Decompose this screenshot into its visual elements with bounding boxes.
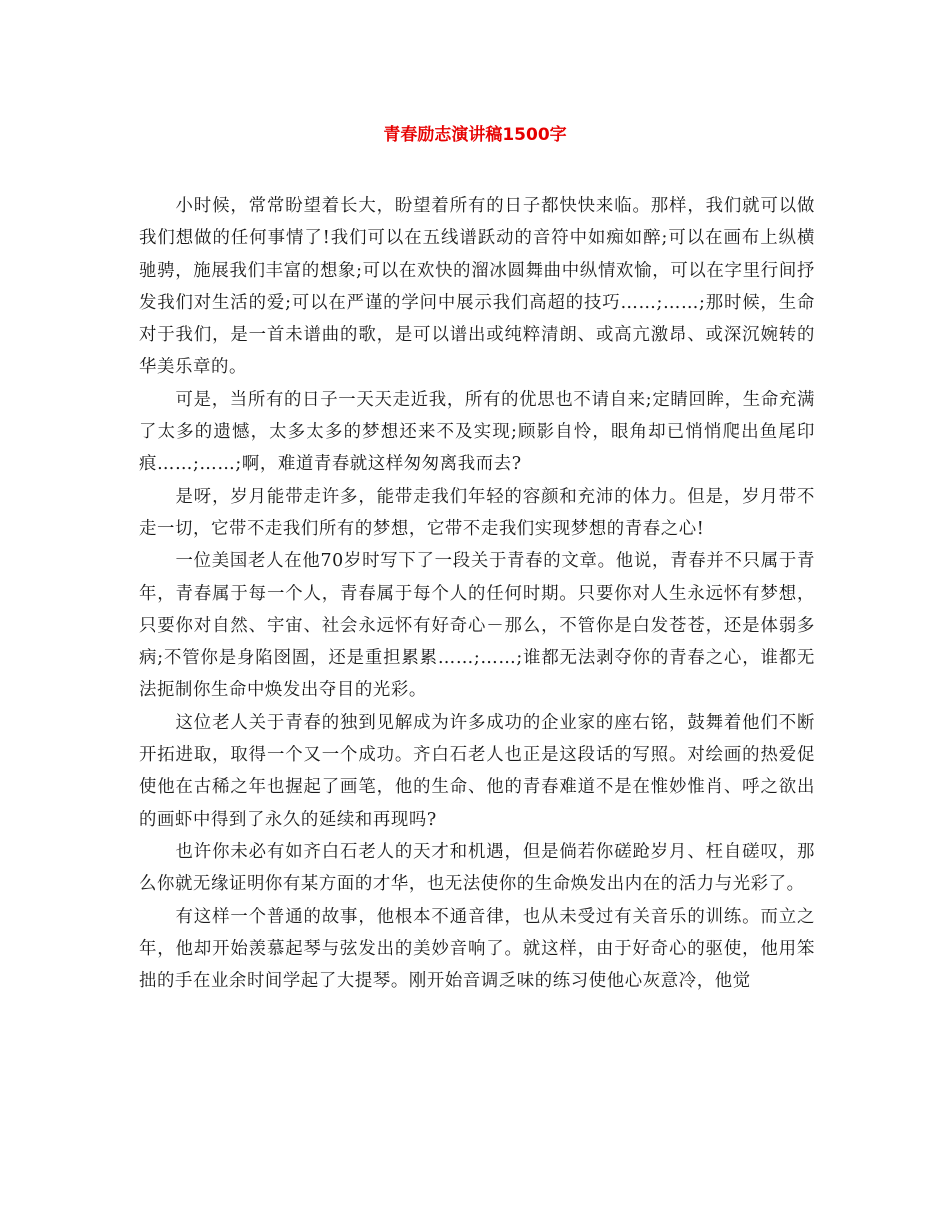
paragraph-3: 是呀，岁月能带走许多，能带走我们年轻的容颜和充沛的体力。但是，岁月带不走一切，它带不走我们所有的梦想，它带不走我们实现梦想的青春之心! (139, 486, 815, 539)
document-title: 青春励志演讲稿1500字 (383, 125, 567, 145)
paragraph-1: 小时候，常常盼望着长大，盼望着所有的日子都快快来临。那样，我们就可以做我们想做的任何事情了!我们可以在五线谱跃动的音符中如痴如醉;可以在画布上纵横驰骋，施展我们丰富的想象;可以在欢快的溜冰圆舞曲中纵情欢愉，可以在字里行间抒发我们对生活的爱;可以在严谨的学问中展示我们高超的技巧……;……;那时候，生命对于我们，是一首未谱曲的歌，是可以谱出或纯粹清朗、或高亢激昂、或深沉婉转的华美乐章的。 (139, 196, 815, 378)
document-body (139, 190, 815, 997)
paragraph-6: 也许你未必有如齐白石老人的天才和机遇，但是倘若你磋跄岁月、枉自磋叹，那么你就无缘证明你有某方面的才华，也无法使你的生命焕发出内在的活力与光彩了。 (139, 841, 815, 895)
paragraph-2: 可是，当所有的日子一天天走近我，所有的优思也不请自来;定睛回眸，生命充满了太多的遗憾，太多太多的梦想还来不及实现;顾影自怜，眼角却已悄悄爬出鱼尾印痕……;……;啊，难道青春就这样匆匆离我而去? (139, 389, 815, 475)
paragraph-5: 这位老人关于青春的独到见解成为许多成功的企业家的座右铭，鼓舞着他们不断开拓进取，取得一个又一个成功。齐白石老人也正是这段话的写照。对绘画的热爱促使他在古稀之年也握起了画笔，他的生命、他的青春难道不是在惟妙惟肖、呼之欲出的画虾中得到了永久的延续和再现吗? (139, 712, 815, 830)
paragraph-4: 一位美国老人在他70岁时写下了一段关于青春的文章。他说，青春并不只属于青年，青春属于每一个人，青春属于每个人的任何时期。只要你对人生永远怀有梦想，只要你对自然、宇宙、社会永远怀有好奇心－那么，不管你是白发苍苍，还是体弱多病;不管你是身陷囹圄，还是重担累累……;……;谁都无法剥夺你的青春之心，谁都无法扼制你生命中焕发出夺目的光彩。 (139, 551, 815, 701)
paragraph-7: 有这样一个普通的故事，他根本不通音律，也从未受过有关音乐的训练。而立之年，他却开始羡慕起琴与弦发出的美妙音响了。就这样，由于好奇心的驱使，他用笨拙的手在业余时间学起了大提琴。刚开始音调乏味的练习使他心灰意冷，他觉 (139, 906, 815, 992)
